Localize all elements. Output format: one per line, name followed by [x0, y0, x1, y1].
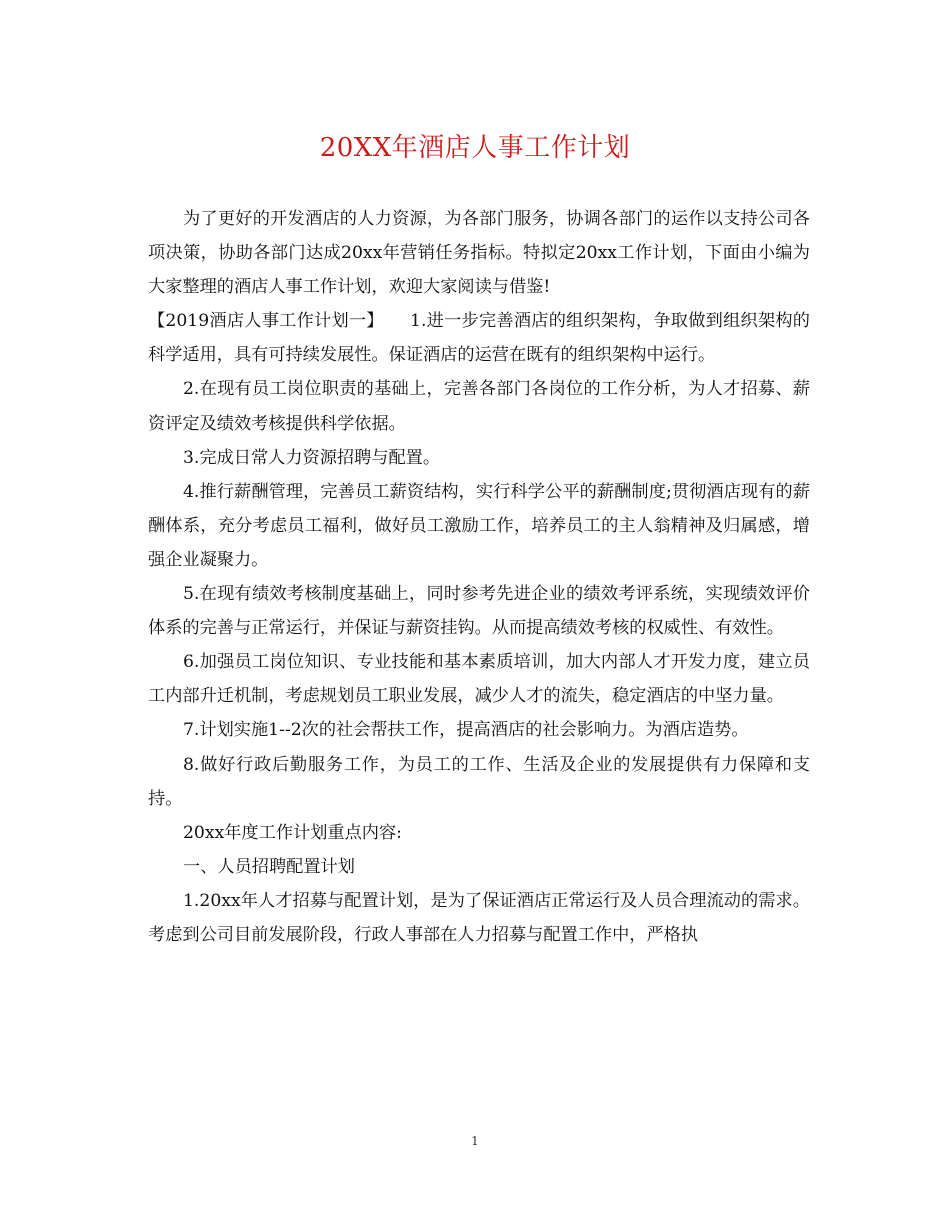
item-paragraph-6: 6.加强员工岗位知识、专业技能和基本素质培训，加大内部人才开发力度，建立员工内部升迁机制，考虑规划员工职业发展，减少人才的流失，稳定酒店的中坚力量。 — [148, 652, 810, 707]
item-paragraph-3: 3.完成日常人力资源招聘与配置。 — [183, 447, 441, 468]
item-paragraph-2: 2.在现有员工岗位职责的基础上，完善各部门各岗位的工作分析，为人才招募、薪资评定及绩效考核提供科学依据。 — [148, 379, 810, 434]
page-number: 1 — [471, 1134, 479, 1148]
key-content-heading: 20xx年度工作计划重点内容: — [183, 822, 402, 843]
item-paragraph-8: 8.做好行政后勤服务工作，为员工的工作、生活及企业的发展提供有力保障和支持。 — [148, 754, 810, 809]
recruitment-paragraph-1: 1.20xx年人才招募与配置计划，是为了保证酒店正常运行及人员合理流动的需求。考虑到公司目前发展阶段，行政人事部在人力招募与配置工作中，严格执 — [148, 890, 810, 945]
intro-paragraph: 为了更好的开发酒店的人力资源，为各部门服务，协调各部门的运作以支持公司各项决策，协助各部门达成20xx年营销任务指标。特拟定20xx工作计划，下面由小编为大家整理的酒店人事工作计划，欢迎大家阅读与借鉴! — [148, 209, 810, 298]
item-paragraph-5: 5.在现有绩效考核制度基础上，同时参考先进企业的绩效考评系统，实现绩效评价体系的完善与正常运行，并保证与薪资挂钩。从而提高绩效考核的权威性、有效性。 — [148, 584, 810, 639]
document-body — [148, 202, 810, 952]
document-title: 20XX年酒店人事工作计划 — [319, 133, 631, 163]
section-heading-recruitment: 一、人员招聘配置计划 — [183, 856, 355, 877]
item-paragraph-7: 7.计划实施1--2次的社会帮扶工作，提高酒店的社会影响力。为酒店造势。 — [183, 720, 749, 741]
item-paragraph-4: 4.推行薪酬管理，完善员工薪资结构，实行科学公平的薪酬制度;贯彻酒店现有的薪酬体系，充分考虑员工福利，做好员工激励工作，培养员工的主人翁精神及归属感，增强企业凝聚力。 — [148, 481, 810, 570]
plan-heading-paragraph: 【2019酒店人事工作计划一】 1.进一步完善酒店的组织架构，争取做到组织架构的科学适用，具有可持续发展性。保证酒店的运营在既有的组织架构中运行。 — [148, 311, 810, 366]
